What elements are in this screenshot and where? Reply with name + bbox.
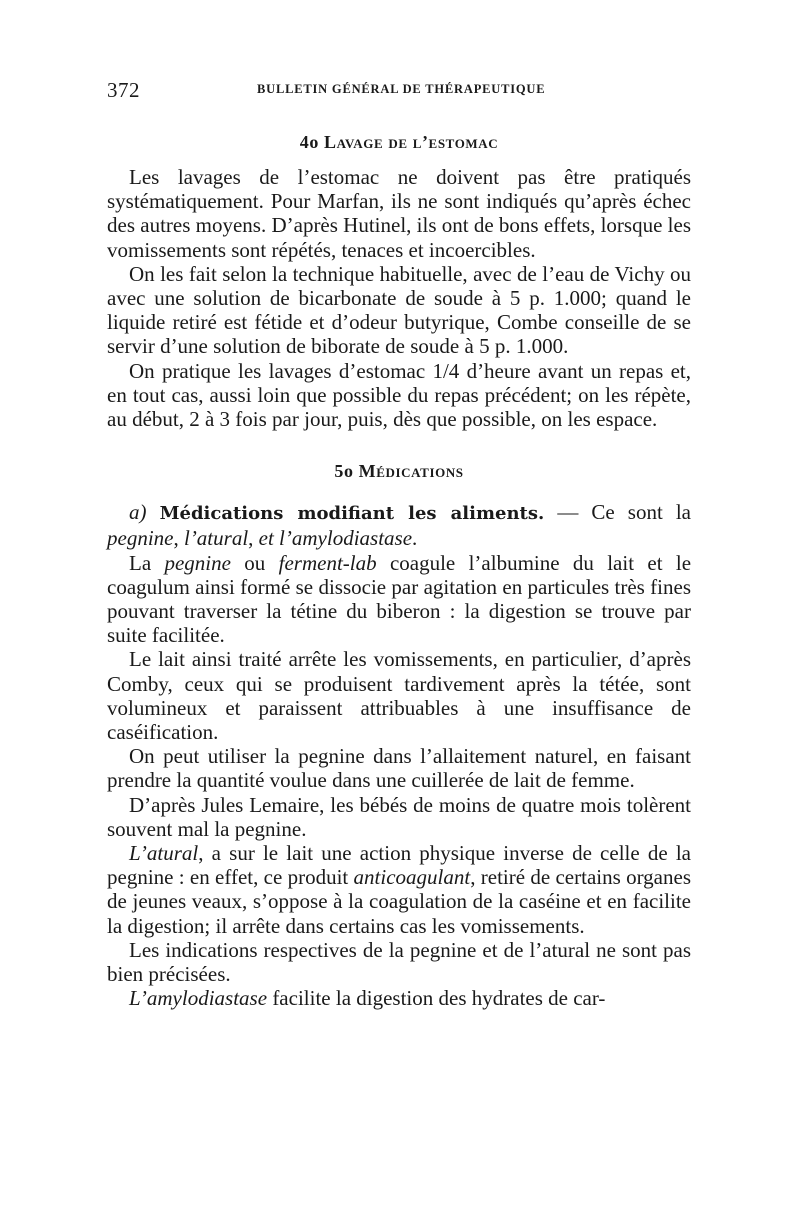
text-span: , a sur le lait une action physique inverse de celle de la pegnine : en effet, ce produit <box>107 841 691 890</box>
italic-term: l’atural <box>183 526 249 551</box>
subsection-paragraph <box>107 500 691 550</box>
section-title-text: Lavage de l’estomac <box>324 132 499 152</box>
section-title-text: Médications <box>358 461 464 482</box>
paragraph: On peut utiliser la pegnine dans l’allaitement naturel, en faisant prendre la quantité voulue dans une cuillerée de lait de femme. <box>107 744 691 793</box>
subsection-heading: Médications modifiant les aliments. <box>159 503 545 525</box>
italic-term: L’atural <box>129 841 199 866</box>
text-span: La <box>129 550 165 575</box>
text-span: — Ce sont la <box>544 500 691 525</box>
paragraph <box>107 551 691 648</box>
paragraph <box>107 986 691 1010</box>
paragraph: Le lait ainsi traité arrête les vomissements, en particulier, d’après Comby, ceux qui se produisent tardivement après la tétée, sont volumineux et paraissent attribuables à une insuffisance de caséification. <box>107 647 691 745</box>
text-span: , <box>173 526 184 551</box>
paragraph: Les lavages de l’estomac ne doivent pas être pratiqués systématiquement. Pour Marfan, ils ne sont indiqués qu’après échec des autres moyens. D’après Hutinel, ils ont de bons effets, lorsque les vomissements sont répétés, tenaces et incoercibles. <box>107 165 691 262</box>
text-span: , retiré de certains organes de jeunes veaux, s’oppose à la coagulation de la caséine et en facilite la digestion; il arrête dans certains cas les vomissements. <box>107 865 691 938</box>
paragraph: On les fait selon la technique habituelle, avec de l’eau de Vichy ou avec une solution de bicarbonate de soude à 5 p. 1.000; quand le liquide retiré est fétide et d’odeur butyrique, Combe conseille de se servir d’une solution de biborate de soude à 5 p. 1.000. <box>107 261 691 359</box>
paragraph: On pratique les lavages d’estomac 1/4 d’heure avant un repas et, en tout cas, aussi loin que possible du repas précédent; on les répète, au début, 2 à 3 fois par jour, puis, dès que possible, on les espace. <box>107 358 691 432</box>
running-head <box>107 70 691 100</box>
italic-term: et l’amylodiastase <box>258 526 413 551</box>
text-span: facilite la digestion des hydrates de car- <box>267 986 606 1011</box>
section-number: 4o <box>299 132 319 152</box>
subsection-label: a) <box>129 500 147 525</box>
paragraph <box>107 841 691 938</box>
section-title-medications <box>107 461 691 482</box>
running-title: BULLETIN GÉNÉRAL DE THÉRAPEUTIQUE <box>257 82 546 96</box>
italic-term: pegnine <box>164 550 231 575</box>
italic-term: ferment-lab <box>278 550 377 575</box>
italic-term: pegnine <box>107 526 174 551</box>
section-title-lavage <box>107 132 691 153</box>
text-span: ou <box>230 550 279 575</box>
section-number: 5o <box>334 461 354 482</box>
paragraph: Les indications respectives de la pegnine et de l’atural ne sont pas bien précisées. <box>107 937 691 987</box>
book-page <box>107 70 691 1011</box>
text-span: , <box>248 526 259 551</box>
italic-term: L’amylodiastase <box>129 986 268 1011</box>
text-span: . <box>412 526 418 551</box>
italic-term: anticoagulant <box>353 865 471 890</box>
paragraph: D’après Jules Lemaire, les bébés de moins de quatre mois tolèrent souvent mal la pegnine. <box>107 792 691 841</box>
text-span: coagule l’albumine du lait et le coagulum ainsi formé se dissocie par agitation en particules très fines pouvant traverser la tétine du biberon : la digestion se trouve par suite facilitée. <box>107 550 692 648</box>
page-number: 372 <box>107 78 140 102</box>
